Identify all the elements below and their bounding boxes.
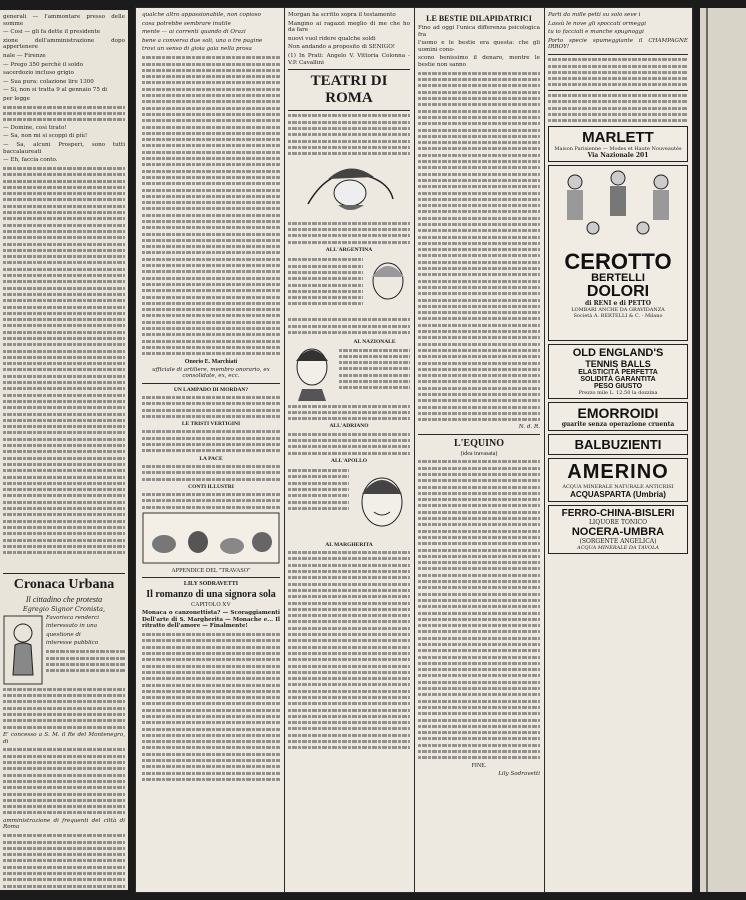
section-header: CONTI ILLUSTRI	[188, 483, 234, 490]
column-3	[418, 8, 540, 892]
cronaca-illustration	[3, 615, 43, 685]
left-line: — Eh, faccia conto.	[3, 157, 58, 164]
tennis-ad	[548, 344, 688, 399]
theatre-caption: AL MARGHERITA	[325, 541, 373, 548]
ads-column	[548, 8, 688, 892]
left-line: — Domine, così tirato!	[3, 124, 67, 131]
col1-line: mente — ai correnti quando di Orazi	[142, 29, 246, 36]
equino-subtitle: (idea travasata)	[460, 451, 498, 458]
cronaca-subtitle: Il cittadino che protesta	[25, 595, 103, 604]
balbuzienti: BALBUZIENTI	[574, 436, 662, 452]
col3-line: Fino ad oggi l'unica differenza psicologica fra	[418, 25, 540, 38]
marlett-addr: Via Nazionale 201	[587, 151, 649, 159]
cronaca-line: E' concesso a S. M. il Re del Montenegro, di	[3, 731, 125, 745]
marlett-sub: Maison Parisienne — Modes et Haute Nouveautés	[554, 145, 682, 152]
cerotto-company: Società A. BERTELLI & C. - Milano	[573, 312, 663, 319]
teatri-title: TEATRI DI ROMA	[310, 73, 388, 107]
tennis-balls: TENNIS BALLS	[585, 358, 651, 369]
section-header: LE TRISTI VERTIGINI	[181, 421, 241, 428]
marlett-ad	[548, 126, 688, 162]
equino-title: L'EQUINO	[453, 438, 504, 450]
amerino-sub: ACQUA MINERALE NATURALE ANTICRISI	[562, 483, 674, 490]
novel-title: Il romanzo di una signora sola	[146, 589, 276, 601]
appendix-header: APPENDICE DEL "TRAVASO"	[171, 568, 251, 575]
ad-line: Lassù le nove gli spoccati ormeggi	[548, 20, 647, 27]
ad-line: Porto specie spumeggiante il CHAMPAGNE IRROY!	[548, 37, 688, 51]
novel-epigraph: Monaca o canzonettista? — Scoraggiamenti Dell'arte di S. Margherita — Monache e... Il ritratto dell'amore — Finalmente!	[142, 610, 280, 630]
old-england: OLD ENGLAND'S	[572, 346, 664, 359]
cerotto-word: CEROTTO	[564, 248, 672, 274]
cronaca-line: Favorisca renderci	[46, 614, 100, 621]
nocera-sub: (SORGENTE ANGELICA)	[579, 537, 657, 545]
emorroidi-ad	[548, 402, 688, 431]
caricature-strip	[142, 512, 280, 564]
novel-chapter: CAPITOLO XV	[191, 602, 231, 609]
col2-line: Morgan ha scritto sopra il testamento	[288, 12, 396, 18]
theatre-caption: AL NAZIONALE	[353, 339, 396, 346]
solidita: SOLIDITÀ GARANTITA	[580, 375, 656, 383]
emorroidi: EMORROIDI	[577, 404, 659, 421]
nocera: NOCERA-UMBRA	[571, 525, 665, 538]
nocera-sub2: ACQUA MINERALE DA TAVOLA	[576, 544, 660, 551]
cronaca-greeting: Egregio Signor Cronista,	[22, 605, 106, 613]
left-line: nale — Firenze	[3, 52, 46, 59]
marlett-name: MARLETT	[582, 128, 654, 146]
ferro-ad	[548, 505, 688, 554]
signature: Onorio E. Marchiati	[184, 358, 238, 365]
left-line: sacerdozio incluso grigio	[3, 70, 74, 77]
portrait-nazionale	[288, 337, 336, 401]
col3-line: scono benissimo il denaro, mentre le bestie non sanno	[418, 55, 540, 68]
cronaca-line: interesse pubblico	[46, 640, 99, 647]
cerotto-dolori: DOLORI	[586, 282, 650, 300]
left-line: generali — l'ammontare presso delle somme	[3, 14, 125, 27]
end-sign: Lily Sodravetti	[498, 770, 540, 777]
section-header: LA PACE	[199, 455, 223, 462]
theatre-caption: ALL'ADRIANO	[329, 423, 369, 430]
right-page-edge	[700, 8, 746, 892]
newspaper-page	[136, 8, 692, 892]
col1-line: cosa potrebbe sembrare inutile	[142, 20, 231, 27]
portrait-apollo	[352, 466, 410, 540]
column-1	[142, 8, 280, 892]
cerotto-brand: BERTELLI	[591, 271, 645, 284]
portrait-argentina	[366, 255, 410, 315]
balbuzienti-ad	[548, 434, 688, 455]
acquasparta: ACQUASPARTA (Umbria)	[570, 489, 666, 499]
cerotto-figures	[553, 168, 683, 252]
cronaca-title: Cronaca Urbana	[13, 577, 115, 592]
cronaca-line: interessato in una	[46, 623, 98, 630]
cerotto-ad	[548, 165, 688, 341]
col2-line: nuovi vuol ridere qualche soldi	[288, 35, 376, 42]
left-line: per legge	[3, 95, 30, 102]
left-line: — Cosi — gli fa dette il presidente	[3, 29, 101, 36]
col1-line: bene a conversa due soli, una o tre pagine	[142, 37, 263, 44]
left-line: — Sa, non mi si scoppi di più!	[3, 133, 88, 140]
column-2	[288, 8, 410, 892]
elasticita: ELASTICITÀ PERFETTA	[578, 368, 658, 376]
amerino-ad	[548, 458, 688, 502]
col3-line: l'uomo e le bestie era questa: che gli uomini cono-	[418, 40, 540, 53]
amerino: AMERINO	[567, 460, 669, 483]
left-line: zione dell'amministrazione dopo appertenere	[3, 37, 125, 51]
bestie-sign: N. d. R.	[518, 424, 540, 431]
col2-line: Non andando a proposito di SENIGO!	[288, 44, 396, 51]
peso: PESO GIUSTO	[593, 382, 643, 390]
theatre-caption: ALL'ARGENTINA	[325, 247, 373, 254]
prezzo: Prezzo mile L. 12.50 la dozzina	[578, 389, 658, 396]
col1-line: qualche altro appassionabile, non copioso	[142, 12, 261, 18]
col2-footnote: (1) In Prati: Angelo V. Vittoria Colonna - V.P. Cavallini	[288, 52, 410, 66]
left-line: — Prego 350 perchè il soldo	[3, 61, 84, 68]
col1-line: trovi un senso di gioia gaia nella prosa	[142, 46, 252, 53]
cerotto-lombari: LOMBARI ANCHE DA GRAVIDANZA	[571, 306, 665, 313]
signature-sub: ufficiale di artiliere, membro onorario, ex consolidate, ex, ecc.	[152, 366, 270, 380]
left-line: — Sua pura: colazione lire 1300	[3, 78, 94, 85]
end-mark: FINE.	[471, 762, 487, 769]
cronaca-line: amministrazione di frequenti del città di Roma	[3, 817, 125, 831]
cronaca-line: questione di	[46, 631, 81, 638]
emorroidi-sub: guarite senza operazione cruenta	[561, 420, 675, 428]
left-line: — Sa, alcuni Prosperi, sono tutti baccalaureati	[3, 141, 125, 155]
ad-line: Parti da mille petti su solo seve i	[548, 12, 641, 18]
section-header: UN LAMPADO DI MORDAN?	[173, 386, 249, 393]
novel-author: LILY SODRAVETTI	[183, 581, 239, 588]
ad-line: tu io facciati e manche spugnoggi	[548, 29, 644, 36]
ferro-sub: LIQUORE TONICO	[588, 518, 648, 526]
bestie-title: LE BESTIE DILAPIDATRICI	[426, 14, 532, 23]
col2-line: Mangino ai ragazzi meglio di me che ho da fare	[288, 20, 410, 34]
left-page	[0, 10, 128, 890]
actress-caricature	[288, 159, 410, 219]
theatre-caption: ALL'APOLLO	[330, 457, 368, 464]
ferro-china: FERRO-CHINA-BISLERI	[561, 507, 675, 519]
left-line: — Si, non si tratta 9 al gennaio 75 di	[3, 87, 108, 94]
cerotto-reni: di RENI e di PETTO	[585, 299, 651, 307]
